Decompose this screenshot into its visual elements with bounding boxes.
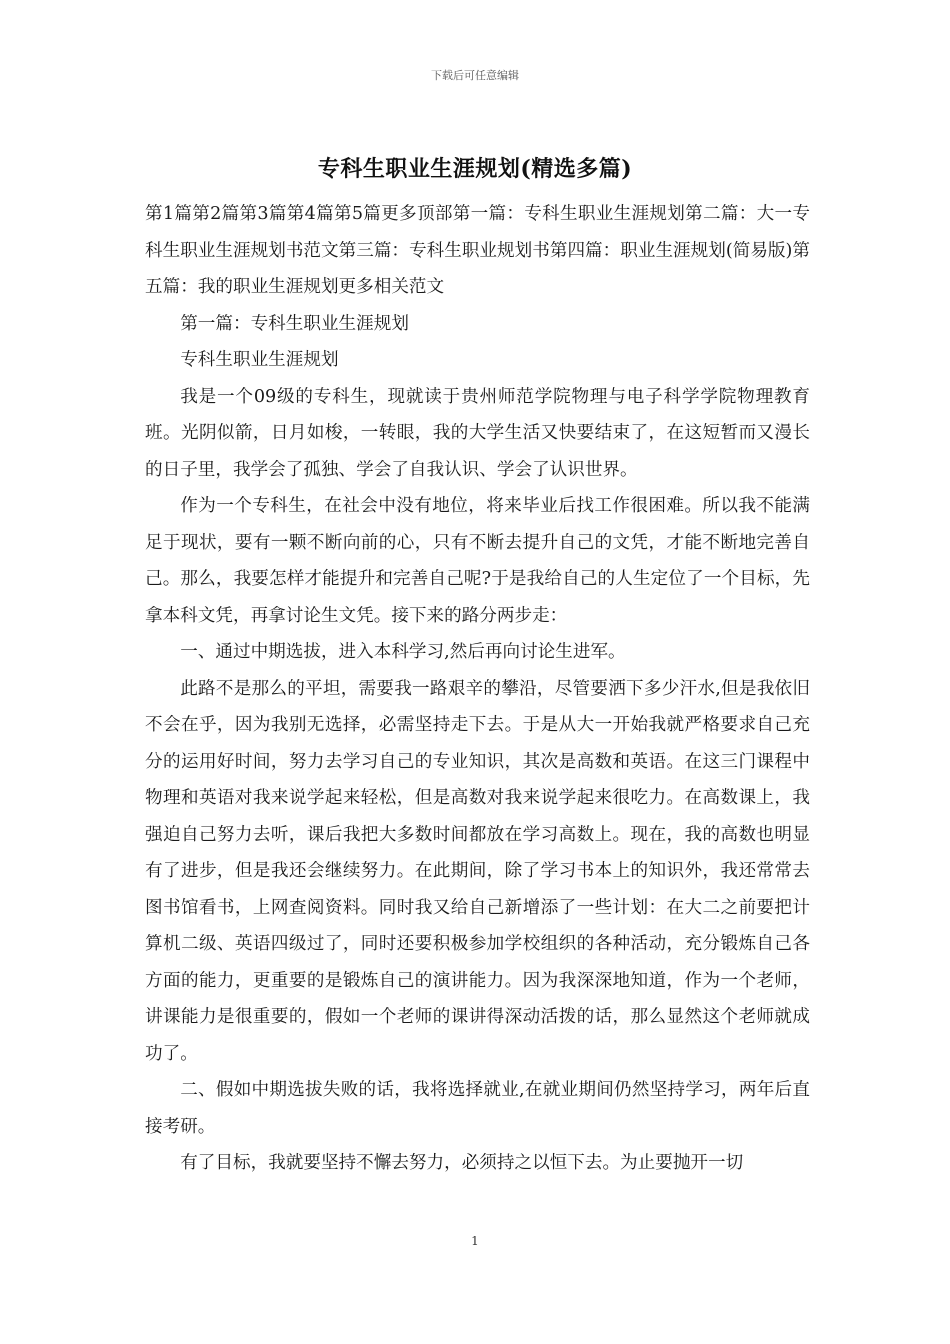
paragraph: 第1篇第2篇第3篇第4篇第5篇更多顶部第一篇：专科生职业生涯规划第二篇：大一专科生职业生涯规划书范文第三篇：专科生职业规划书第四篇：职业生涯规划(简易版)第五篇：我的职业生涯规划更多相关范文: [145, 204, 810, 297]
paragraph: 我是一个09级的专科生，现就读于贵州师范学院物理与电子科学学院物理教育班。光阴似箭，日月如梭，一转眼，我的大学生活又快要结束了，在这短暂而又漫长的日子里，我学会了孤独、学会了自我认识、学会了认识世界。: [145, 386, 810, 480]
document-title: 专科生职业生涯规划(精选多篇): [317, 156, 633, 182]
document-body: [145, 196, 810, 1182]
paragraph: 一、通过中期选拔，进入本科学习,然后再向讨论生进军。: [180, 642, 626, 662]
page-number: 1: [471, 1234, 479, 1248]
header-note: 下载后可任意编辑: [431, 69, 519, 82]
paragraph: 有了目标，我就要坚持不懈去努力，必须持之以恒下去。为止要抛开一切: [180, 1153, 744, 1173]
paragraph: 二、假如中期选拔失败的话，我将选择就业,在就业期间仍然坚持学习，两年后直接考研。: [145, 1080, 810, 1137]
paragraph: 此路不是那么的平坦，需要我一路艰辛的攀沿，尽管要洒下多少汗水,但是我依旧不会在乎，因为我别无选择，必需坚持走下去。于是从大一开始我就严格要求自己充分的运用好时间，努力去学习自己的专业知识，其次是高数和英语。在这三门课程中物理和英语对我来说学起来轻松，但是高数对我来说学起来很吃力。在高数课上，我强迫自己努力去听，课后我把大多数时间都放在学习高数上。现在，我的高数也明显有了进步，但是我还会继续努力。在此期间，除了学习书本上的知识外，我还常常去图书馆看书，上网查阅资料。同时我又给自己新增添了一些计划：在大二之前要把计算机二级、英语四级过了，同时还要积极参加学校组织的各种活动，充分锻炼自己各方面的能力，更重要的是锻炼自己的演讲能力。因为我深深地知道，作为一个老师，讲课能力是很重要的，假如一个老师的课讲得深动活拨的话，那么显然这个老师就成功了。: [145, 678, 810, 1064]
paragraph: 专科生职业生涯规划: [180, 350, 339, 370]
paragraph: 第一篇：专科生职业生涯规划: [180, 313, 409, 334]
paragraph: 作为一个专科生，在社会中没有地位，将来毕业后找工作很困难。所以我不能满足于现状，要有一颗不断向前的心，只有不断去提升自己的文凭，才能不断地完善自己。那么，我要怎样才能提升和完善自己呢?于是我给自己的人生定位了一个目标，先拿本科文凭，再拿讨论生文凭。接下来的路分两步走：: [145, 496, 810, 626]
